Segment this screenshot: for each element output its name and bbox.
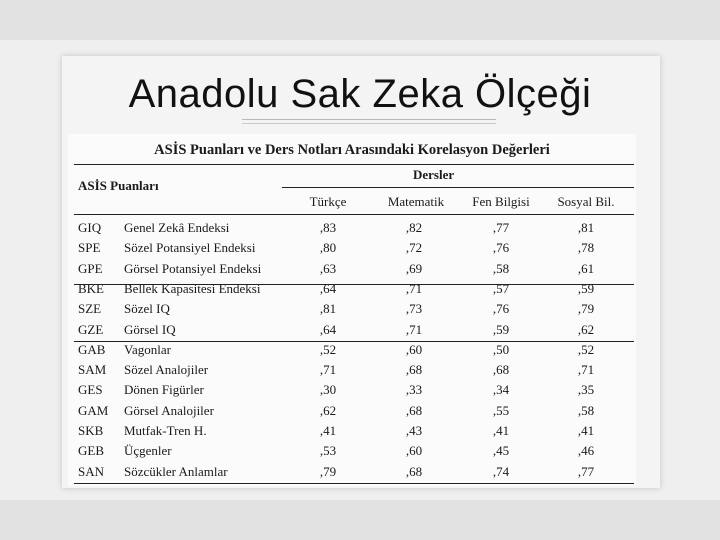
correlation-value: ,83 [319,220,337,235]
correlation-value: ,76 [492,240,510,256]
row-name: Sözel Analojiler [124,362,209,378]
row-name: Genel Zekâ Endeksi [124,220,230,235]
correlation-value: ,73 [405,301,423,317]
row-name: Vagonlar [124,341,171,357]
row-code: GIQ [78,220,102,235]
correlation-value: ,58 [577,402,595,418]
correlation-value: ,34 [492,382,510,398]
row-code: SAM [78,362,107,378]
row-name: Sözel IQ [124,301,170,317]
correlation-value: ,60 [405,341,423,357]
correlation-value: ,35 [577,382,595,398]
row-code: GES [78,382,103,398]
table-top-rule [74,164,634,165]
correlation-value: ,30 [319,382,337,398]
correlation-value: ,46 [577,443,595,459]
correlation-value: ,61 [577,260,595,276]
table-bottom-rule [74,483,634,484]
row-name: Sözcükler Anlamlar [124,463,228,479]
correlation-value: ,58 [492,260,510,276]
correlation-value: ,59 [492,321,510,337]
correlation-value: ,68 [405,463,423,479]
correlation-value: ,79 [319,463,337,479]
row-code: BKE [78,280,104,296]
table-row [68,401,636,421]
correlation-value: ,76 [492,301,510,317]
background-band-bottom [0,500,720,540]
row-code: SZE [78,301,102,317]
correlation-value: ,52 [319,341,337,357]
correlation-value: ,50 [492,341,510,357]
correlation-value: ,68 [492,362,510,378]
correlation-value: ,77 [492,220,510,235]
correlation-value: ,52 [577,341,595,357]
row-name: Sözel Potansiyel Endeksi [124,240,256,256]
row-group-header: ASİS Puanları [78,178,159,193]
correlation-value: ,41 [577,423,595,438]
correlation-value: ,55 [492,402,510,418]
row-name: Görsel Potansiyel Endeksi [124,260,262,276]
correlation-value: ,77 [577,463,595,479]
row-name: Mutfak-Tren H. [124,423,207,438]
row-name: Görsel IQ [124,321,176,337]
column-header: Fen Bilgisi [472,194,530,209]
group-separator-rule [74,284,634,285]
correlation-value: ,62 [577,321,595,337]
row-name: Üçgenler [124,443,172,459]
row-code: SAN [78,463,105,479]
row-code: SPE [78,240,101,256]
row-code: SKB [78,423,104,438]
correlation-value: ,71 [405,280,423,296]
header-bottom-rule [74,214,634,215]
correlation-value: ,62 [319,402,337,418]
correlation-value: ,81 [319,301,337,317]
row-code: GAB [78,341,106,357]
correlation-value: ,53 [319,443,337,459]
correlation-value: ,64 [319,280,337,296]
table-row [68,259,636,279]
subheader-rule [282,187,634,188]
column-group-header: Dersler [413,167,455,182]
correlation-value: ,43 [405,423,423,438]
correlation-value: ,72 [405,240,423,256]
correlation-value: ,78 [577,240,595,256]
table-row [68,299,636,319]
table-row [68,421,636,441]
slide-title: Anadolu Sak Zeka Ölçeği [128,72,592,116]
correlation-value: ,68 [405,362,423,378]
column-header: Matematik [387,194,445,209]
table-row [68,462,636,482]
correlation-value: ,71 [319,362,337,378]
table-row [68,360,636,380]
row-code: GAM [78,402,109,418]
correlation-value: ,81 [577,220,595,235]
correlation-value: ,68 [405,402,423,418]
background-band-top [0,0,720,40]
column-header: Türkçe [309,194,347,209]
table-row [68,218,636,238]
correlation-value: ,82 [405,220,423,235]
correlation-value: ,64 [319,321,337,337]
correlation-value: ,71 [577,362,595,378]
correlation-value: ,71 [405,321,423,337]
table-row [68,441,636,461]
table-row [68,380,636,400]
row-code: GEB [78,443,104,459]
correlation-value: ,69 [405,260,423,276]
correlation-value: ,74 [492,463,510,479]
correlation-value: ,41 [319,423,337,438]
correlation-value: ,60 [405,443,423,459]
table-row [68,279,636,299]
group-separator-rule [74,341,634,342]
row-code: GPE [78,260,103,276]
correlation-value: ,79 [577,301,595,317]
table-row [68,320,636,340]
title-underline [242,119,496,124]
correlation-value: ,45 [492,443,510,459]
row-name: Dönen Figürler [124,382,204,398]
correlation-value: ,63 [319,260,337,276]
correlation-table-image [68,134,636,486]
correlation-value: ,33 [405,382,423,398]
correlation-value: ,80 [319,240,337,256]
row-name: Bellek Kapasitesi Endeksi [124,280,261,296]
table-row [68,340,636,360]
correlation-value: ,59 [577,280,595,296]
correlation-value: ,57 [492,280,510,296]
table-row [68,238,636,258]
row-name: Görsel Analojiler [124,402,214,418]
table-caption: ASİS Puanları ve Ders Notları Arasındaki Korelasyon Değerleri [154,142,550,158]
correlation-value: ,41 [492,423,510,438]
column-header: Sosyal Bil. [557,194,615,209]
row-code: GZE [78,321,104,337]
